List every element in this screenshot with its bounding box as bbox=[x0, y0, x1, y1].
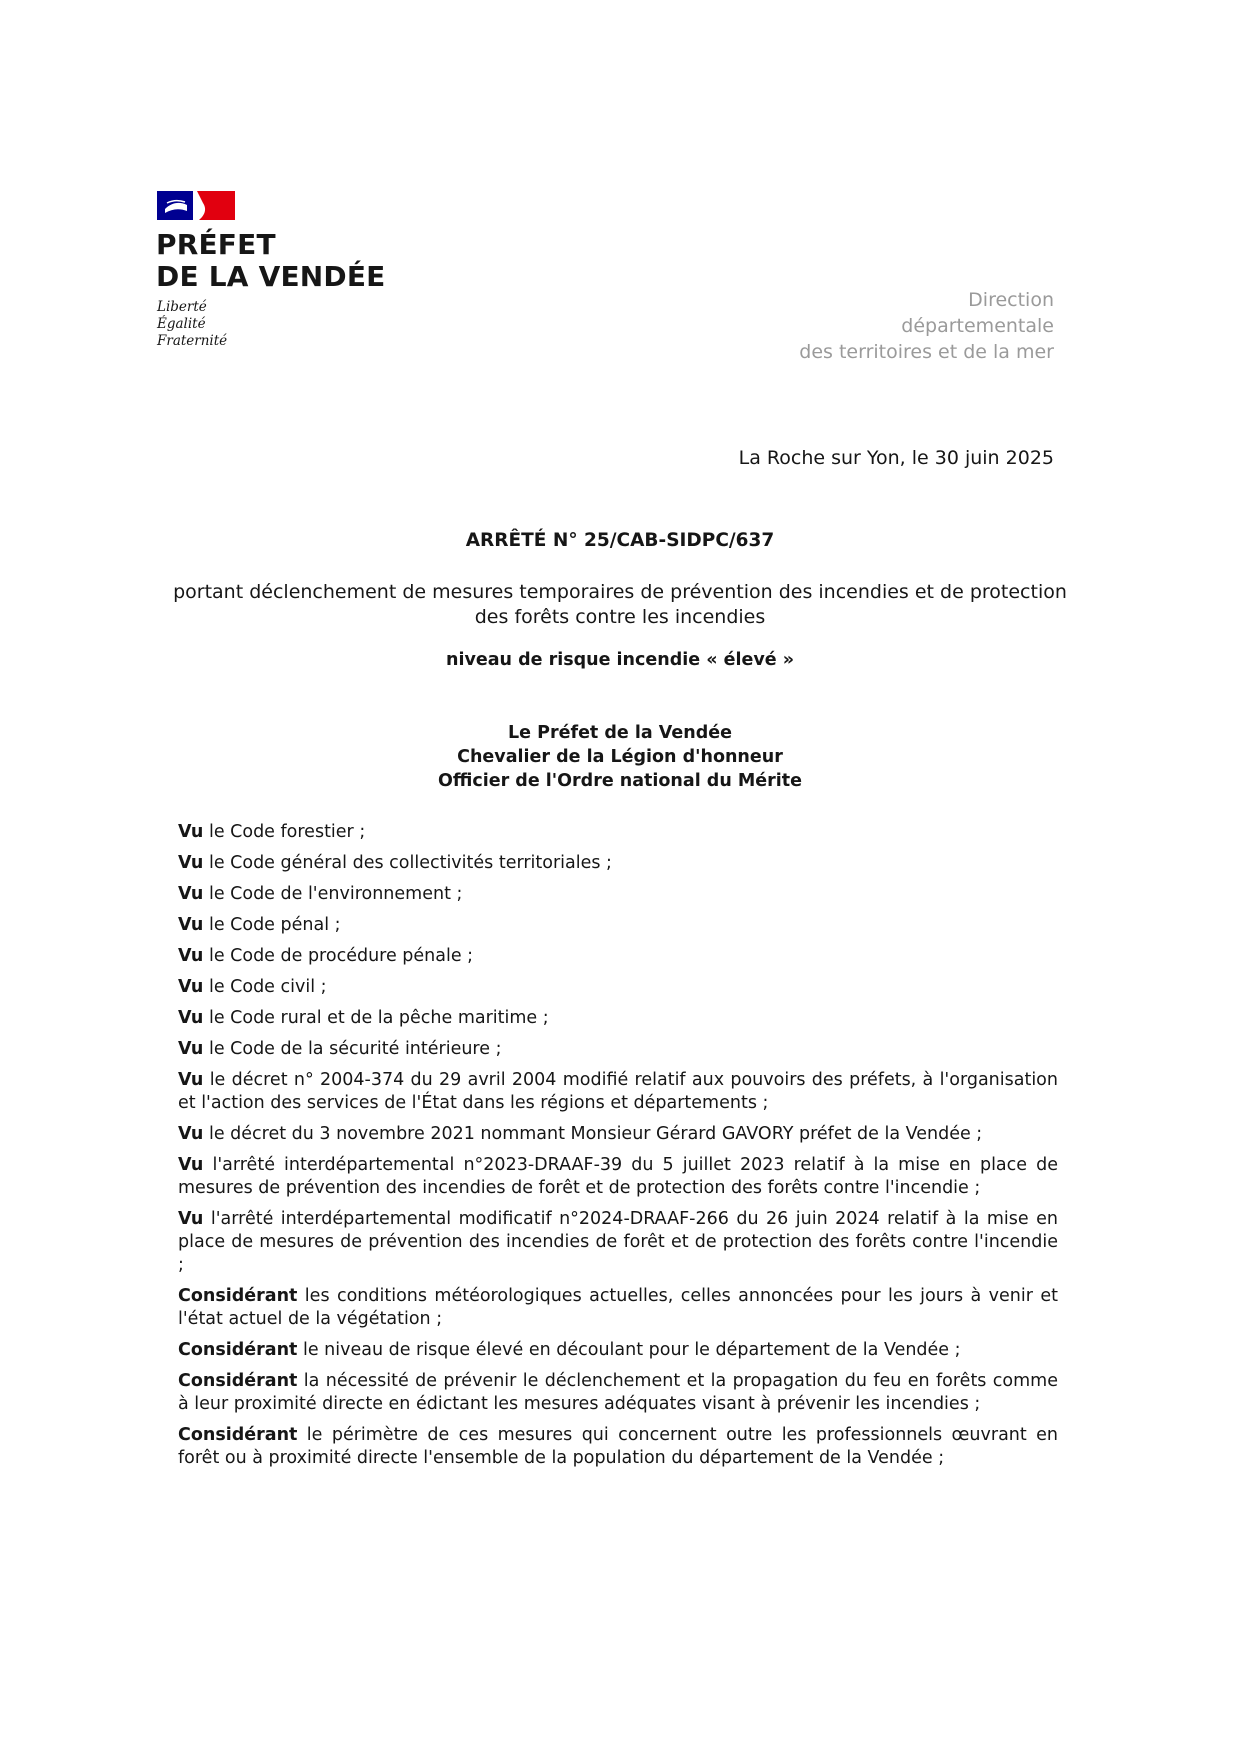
considerant-lead: Considérant bbox=[178, 1286, 298, 1306]
visa-lead: Vu bbox=[178, 822, 204, 842]
visa-item bbox=[178, 1208, 1058, 1277]
direction-line-3: des territoires et de la mer bbox=[799, 341, 1054, 363]
arrete-number: ARRÊTÉ N° 25/CAB-SIDPC/637 bbox=[465, 530, 775, 551]
signatory-block bbox=[0, 721, 1240, 793]
visa-lead: Vu bbox=[178, 1070, 204, 1090]
considerant-lead: Considérant bbox=[178, 1425, 298, 1445]
visa-item bbox=[178, 1038, 1058, 1061]
visa-lead: Vu bbox=[178, 1008, 204, 1028]
visa-text: le Code rural et de la pêche maritime ; bbox=[203, 1008, 549, 1028]
considerant-item bbox=[178, 1339, 1058, 1362]
visa-item bbox=[178, 914, 1058, 937]
visa-lead: Vu bbox=[178, 884, 204, 904]
risk-level: niveau de risque incendie « élevé » bbox=[445, 650, 795, 670]
visa-text: le Code pénal ; bbox=[203, 915, 341, 935]
visa-text: le Code civil ; bbox=[203, 977, 327, 997]
visa-text: le décret n° 2004-374 du 29 avril 2004 modifié relatif aux pouvoirs des préfets, à l'organisation et l'action des services de l'État dans les régions et départements ; bbox=[178, 1070, 1058, 1113]
visa-text: l'arrêté interdépartemental modificatif n°2024-DRAAF-266 du 26 juin 2024 relatif à la mise en place de mesures de prévention des incendies de forêt et de protection des forêts contre l'incendie ; bbox=[178, 1209, 1058, 1275]
visa-text: le décret du 3 novembre 2021 nommant Monsieur Gérard GAVORY préfet de la Vendée ; bbox=[203, 1124, 983, 1144]
visa-item bbox=[178, 1154, 1058, 1200]
signatory-line-2: Chevalier de la Légion d'honneur bbox=[457, 747, 783, 767]
visa-text: le Code forestier ; bbox=[203, 822, 366, 842]
motto-fraternite: Fraternité bbox=[157, 333, 228, 349]
visa-lead: Vu bbox=[178, 1209, 204, 1229]
marianne-flag-icon bbox=[157, 191, 235, 220]
issuing-direction bbox=[799, 287, 1054, 365]
direction-line-1: Direction bbox=[968, 289, 1054, 311]
place-and-date: La Roche sur Yon, le 30 juin 2025 bbox=[738, 447, 1054, 469]
visa-item bbox=[178, 945, 1058, 968]
considerant-text: les conditions météorologiques actuelles, celles annoncées pour les jours à venir et l'état actuel de la végétation ; bbox=[178, 1286, 1058, 1329]
visa-text: le Code de l'environnement ; bbox=[203, 884, 463, 904]
visa-lead: Vu bbox=[178, 977, 204, 997]
visa-item bbox=[178, 852, 1058, 875]
considerant-item bbox=[178, 1370, 1058, 1416]
visa-item bbox=[178, 1007, 1058, 1030]
signatory-line-1: Le Préfet de la Vendée bbox=[508, 723, 732, 743]
visa-lead: Vu bbox=[178, 1155, 204, 1175]
considerant-item bbox=[178, 1424, 1058, 1470]
motto-liberte: Liberté bbox=[157, 299, 207, 315]
visa-item bbox=[178, 976, 1058, 999]
signatory-line-3: Officier de l'Ordre national du Mérite bbox=[437, 771, 803, 791]
visa-text: le Code de procédure pénale ; bbox=[203, 946, 474, 966]
motto-egalite: Égalité bbox=[157, 316, 206, 332]
considerant-text: la nécessité de prévenir le déclenchement et la propagation du feu en forêts comme à leur proximité directe en édictant les mesures adéquates visant à prévenir les incendies ; bbox=[178, 1371, 1058, 1414]
prefet-title-line2: DE LA VENDÉE bbox=[156, 260, 386, 293]
visa-lead: Vu bbox=[178, 915, 204, 935]
considerant-text: le niveau de risque élevé en découlant pour le département de la Vendée ; bbox=[297, 1340, 961, 1360]
considerant-item bbox=[178, 1285, 1058, 1331]
visa-lead: Vu bbox=[178, 1124, 204, 1144]
considerant-lead: Considérant bbox=[178, 1340, 298, 1360]
prefet-title bbox=[156, 229, 386, 293]
visa-lead: Vu bbox=[178, 1039, 204, 1059]
visa-text: l'arrêté interdépartemental n°2023-DRAAF-39 du 5 juillet 2023 relatif à la mise en place de mesures de prévention des incendies de forêt et de protection des forêts contre l'incendie ; bbox=[178, 1155, 1058, 1198]
visa-text: le Code de la sécurité intérieure ; bbox=[203, 1039, 502, 1059]
visa-text: le Code général des collectivités territoriales ; bbox=[203, 853, 612, 873]
visas-list bbox=[178, 821, 1058, 1478]
visa-lead: Vu bbox=[178, 946, 204, 966]
visa-item bbox=[178, 1123, 1058, 1146]
arrete-subject: portant déclenchement de mesures temporaires de prévention des incendies et de protection des forêts contre les incendies bbox=[173, 581, 1067, 628]
direction-line-2: départementale bbox=[901, 315, 1054, 337]
visa-item bbox=[178, 1069, 1058, 1115]
considerant-lead: Considérant bbox=[178, 1371, 298, 1391]
visa-lead: Vu bbox=[178, 853, 204, 873]
visa-item bbox=[178, 821, 1058, 844]
republic-motto bbox=[157, 299, 227, 350]
prefet-title-line1: PRÉFET bbox=[156, 228, 276, 261]
visa-item bbox=[178, 883, 1058, 906]
considerant-text: le périmètre de ces mesures qui concernent outre les professionnels œuvrant en forêt ou à proximité directe l'ensemble de la population du département de la Vendée ; bbox=[178, 1425, 1058, 1468]
